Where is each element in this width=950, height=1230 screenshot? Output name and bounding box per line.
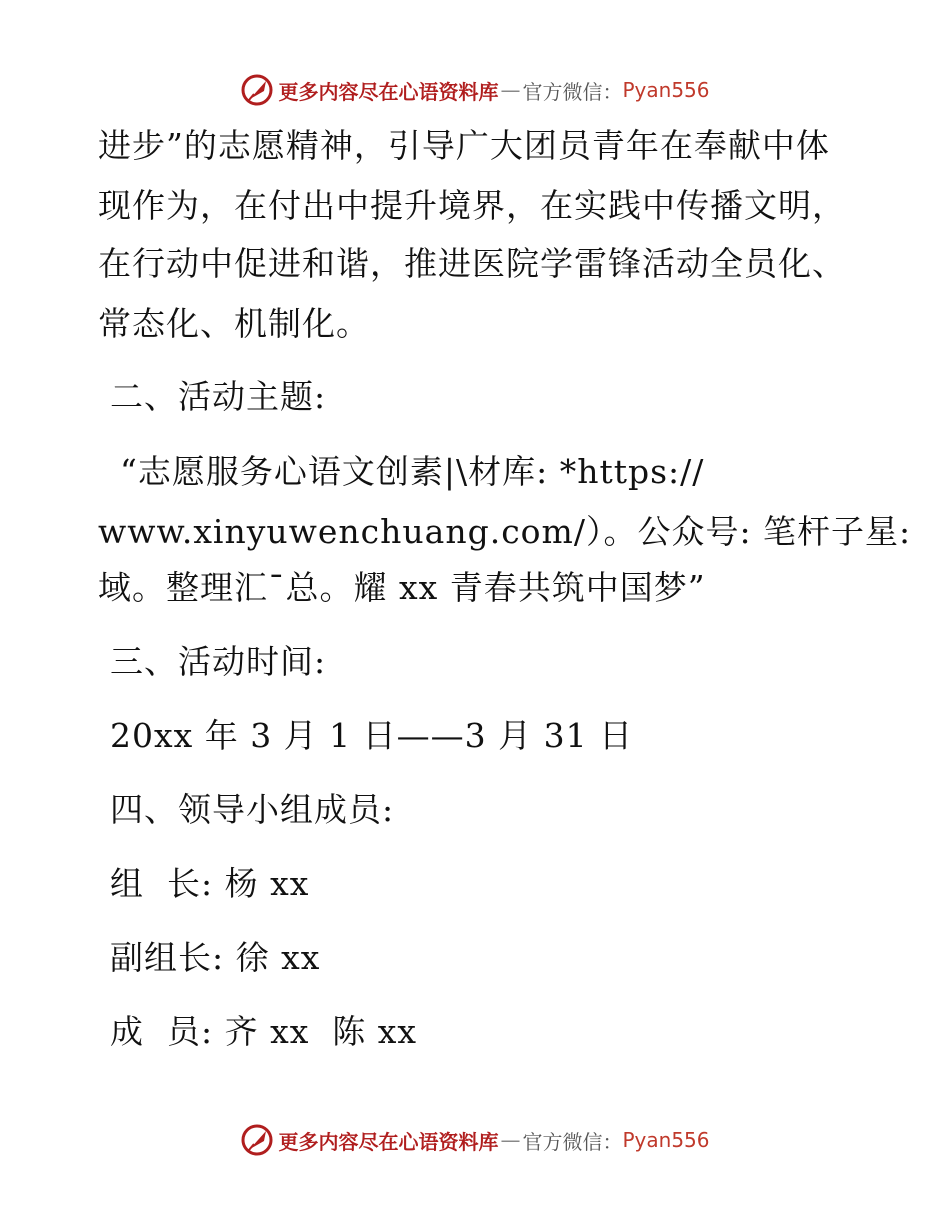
watermark-dash: — bbox=[500, 78, 521, 102]
paragraph-line-3: 在行动中促进和谐，推进医院学雷锋活动全员化、 bbox=[98, 244, 846, 283]
theme-line-2: www.xinyuwenchuang.com/）。公众号: 笔杆子星: bbox=[98, 512, 912, 551]
leader-line: 组 长: 杨 xx bbox=[110, 864, 310, 903]
watermark-handle: Pyan556 bbox=[622, 1128, 710, 1152]
header-watermark bbox=[0, 70, 950, 110]
quill-logo-icon bbox=[240, 73, 274, 107]
watermark-handle: Pyan556 bbox=[622, 78, 710, 102]
activity-date: 20xx 年 3 月 1 日——3 月 31 日 bbox=[110, 716, 634, 755]
theme-line-1: “志愿服务心语文创素|\材库: *https:// bbox=[120, 452, 705, 491]
quill-logo-icon bbox=[240, 1123, 274, 1157]
watermark-brand: 更多内容尽在心语资料库 bbox=[278, 79, 499, 104]
section-heading-theme: 二、活动主题: bbox=[110, 377, 327, 416]
section-heading-time: 三、活动时间: bbox=[110, 642, 327, 681]
paragraph-line-1: 进步”的志愿精神，引导广大团员青年在奉献中体 bbox=[98, 126, 830, 165]
theme-line-3: 域。整理汇¯总。耀 xx 青春共筑中国梦” bbox=[98, 568, 706, 607]
watermark-dash: — bbox=[500, 1128, 521, 1152]
watermark-wechat-label: 官方微信： bbox=[522, 79, 623, 104]
watermark-brand: 更多内容尽在心语资料库 bbox=[278, 1129, 499, 1154]
footer-watermark bbox=[0, 1120, 950, 1160]
watermark-wechat-label: 官方微信： bbox=[522, 1129, 623, 1154]
members-line: 成 员: 齐 xx 陈 xx bbox=[110, 1012, 417, 1051]
paragraph-line-4: 常态化、机制化。 bbox=[98, 304, 370, 343]
paragraph-line-2: 现作为，在付出中提升境界，在实践中传播文明， bbox=[98, 186, 846, 225]
deputy-line: 副组长: 徐 xx bbox=[110, 938, 321, 977]
section-heading-leaders: 四、领导小组成员: bbox=[110, 790, 395, 829]
